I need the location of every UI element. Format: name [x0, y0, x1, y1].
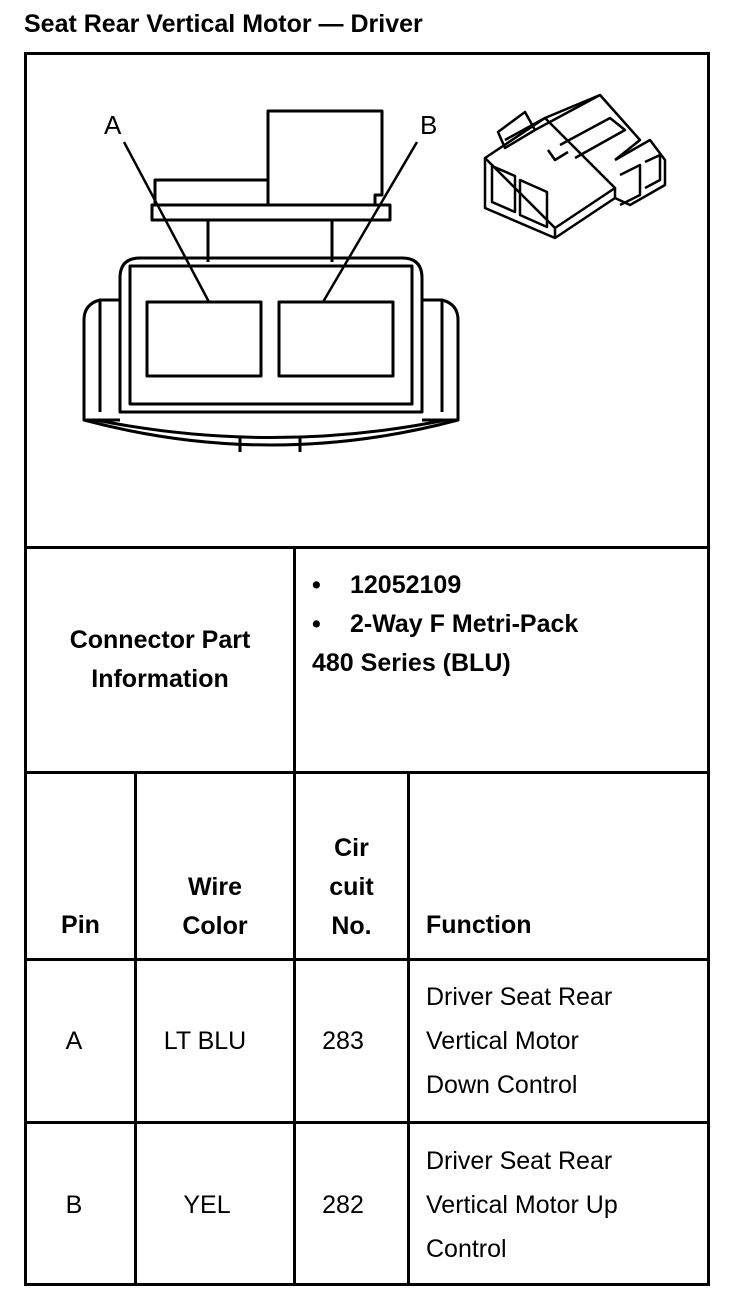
header-pin [27, 774, 134, 958]
header-function-text: Function [426, 911, 532, 939]
connector-info-label-line2: Information [91, 665, 229, 693]
row-a-circuit: 283 [322, 1026, 364, 1055]
row-a-function-line2: Vertical Motor [426, 1027, 579, 1055]
cavity-a [147, 302, 261, 376]
part-number: 12052109 [350, 571, 462, 599]
header-wire-color [137, 774, 293, 958]
row-b-function [410, 1124, 707, 1286]
header-circuit [296, 774, 407, 958]
row-a-function-line1: Driver Seat Rear [426, 983, 613, 1011]
connector-iso-view [485, 95, 665, 238]
cavity-b [279, 302, 393, 376]
leader-line-b [323, 142, 417, 302]
page-title: Seat Rear Vertical Motor — Driver [24, 10, 423, 38]
connector-diagram [27, 55, 707, 547]
connector-info-label [27, 549, 293, 771]
header-pin-text: Pin [61, 911, 100, 939]
header-wire-color-line1: Wire [188, 873, 242, 901]
leader-line-a [124, 142, 209, 302]
row-b-function-line3: Control [426, 1235, 507, 1263]
connector-info-item: • 12052109 [312, 571, 462, 599]
connector-series: 480 Series (BLU) [312, 649, 511, 677]
header-wire-color-line2: Color [182, 912, 248, 940]
row-a-wire-color: LT BLU [163, 1026, 247, 1055]
row-a-function [410, 961, 707, 1121]
connector-type: 2-Way F Metri-Pack [350, 610, 579, 638]
row-b-wire-color: YEL [183, 1190, 231, 1219]
connector-rail [84, 420, 458, 445]
pin-label-b: B [420, 110, 438, 140]
connector-info-label-line1: Connector Part [69, 626, 251, 654]
header-function [410, 774, 707, 958]
row-b-circuit: 282 [322, 1190, 364, 1219]
row-a-pin: A [65, 1026, 83, 1055]
connector-latch [268, 111, 382, 205]
header-circuit-line3: No. [331, 912, 372, 940]
header-circuit-line2: cuit [329, 873, 374, 901]
row-b-pin: B [65, 1190, 83, 1219]
pin-label-a: A [104, 110, 122, 140]
row-b-function-line2: Vertical Motor Up [426, 1191, 618, 1219]
connector-info-list [312, 566, 578, 683]
header-circuit-line1: Cir [334, 834, 369, 862]
connector-body [120, 258, 422, 412]
connector-info-item: • 2-Way F Metri-Pack [312, 610, 579, 638]
row-b-function-line1: Driver Seat Rear [426, 1147, 613, 1175]
row-a-function-line3: Down Control [426, 1071, 578, 1099]
